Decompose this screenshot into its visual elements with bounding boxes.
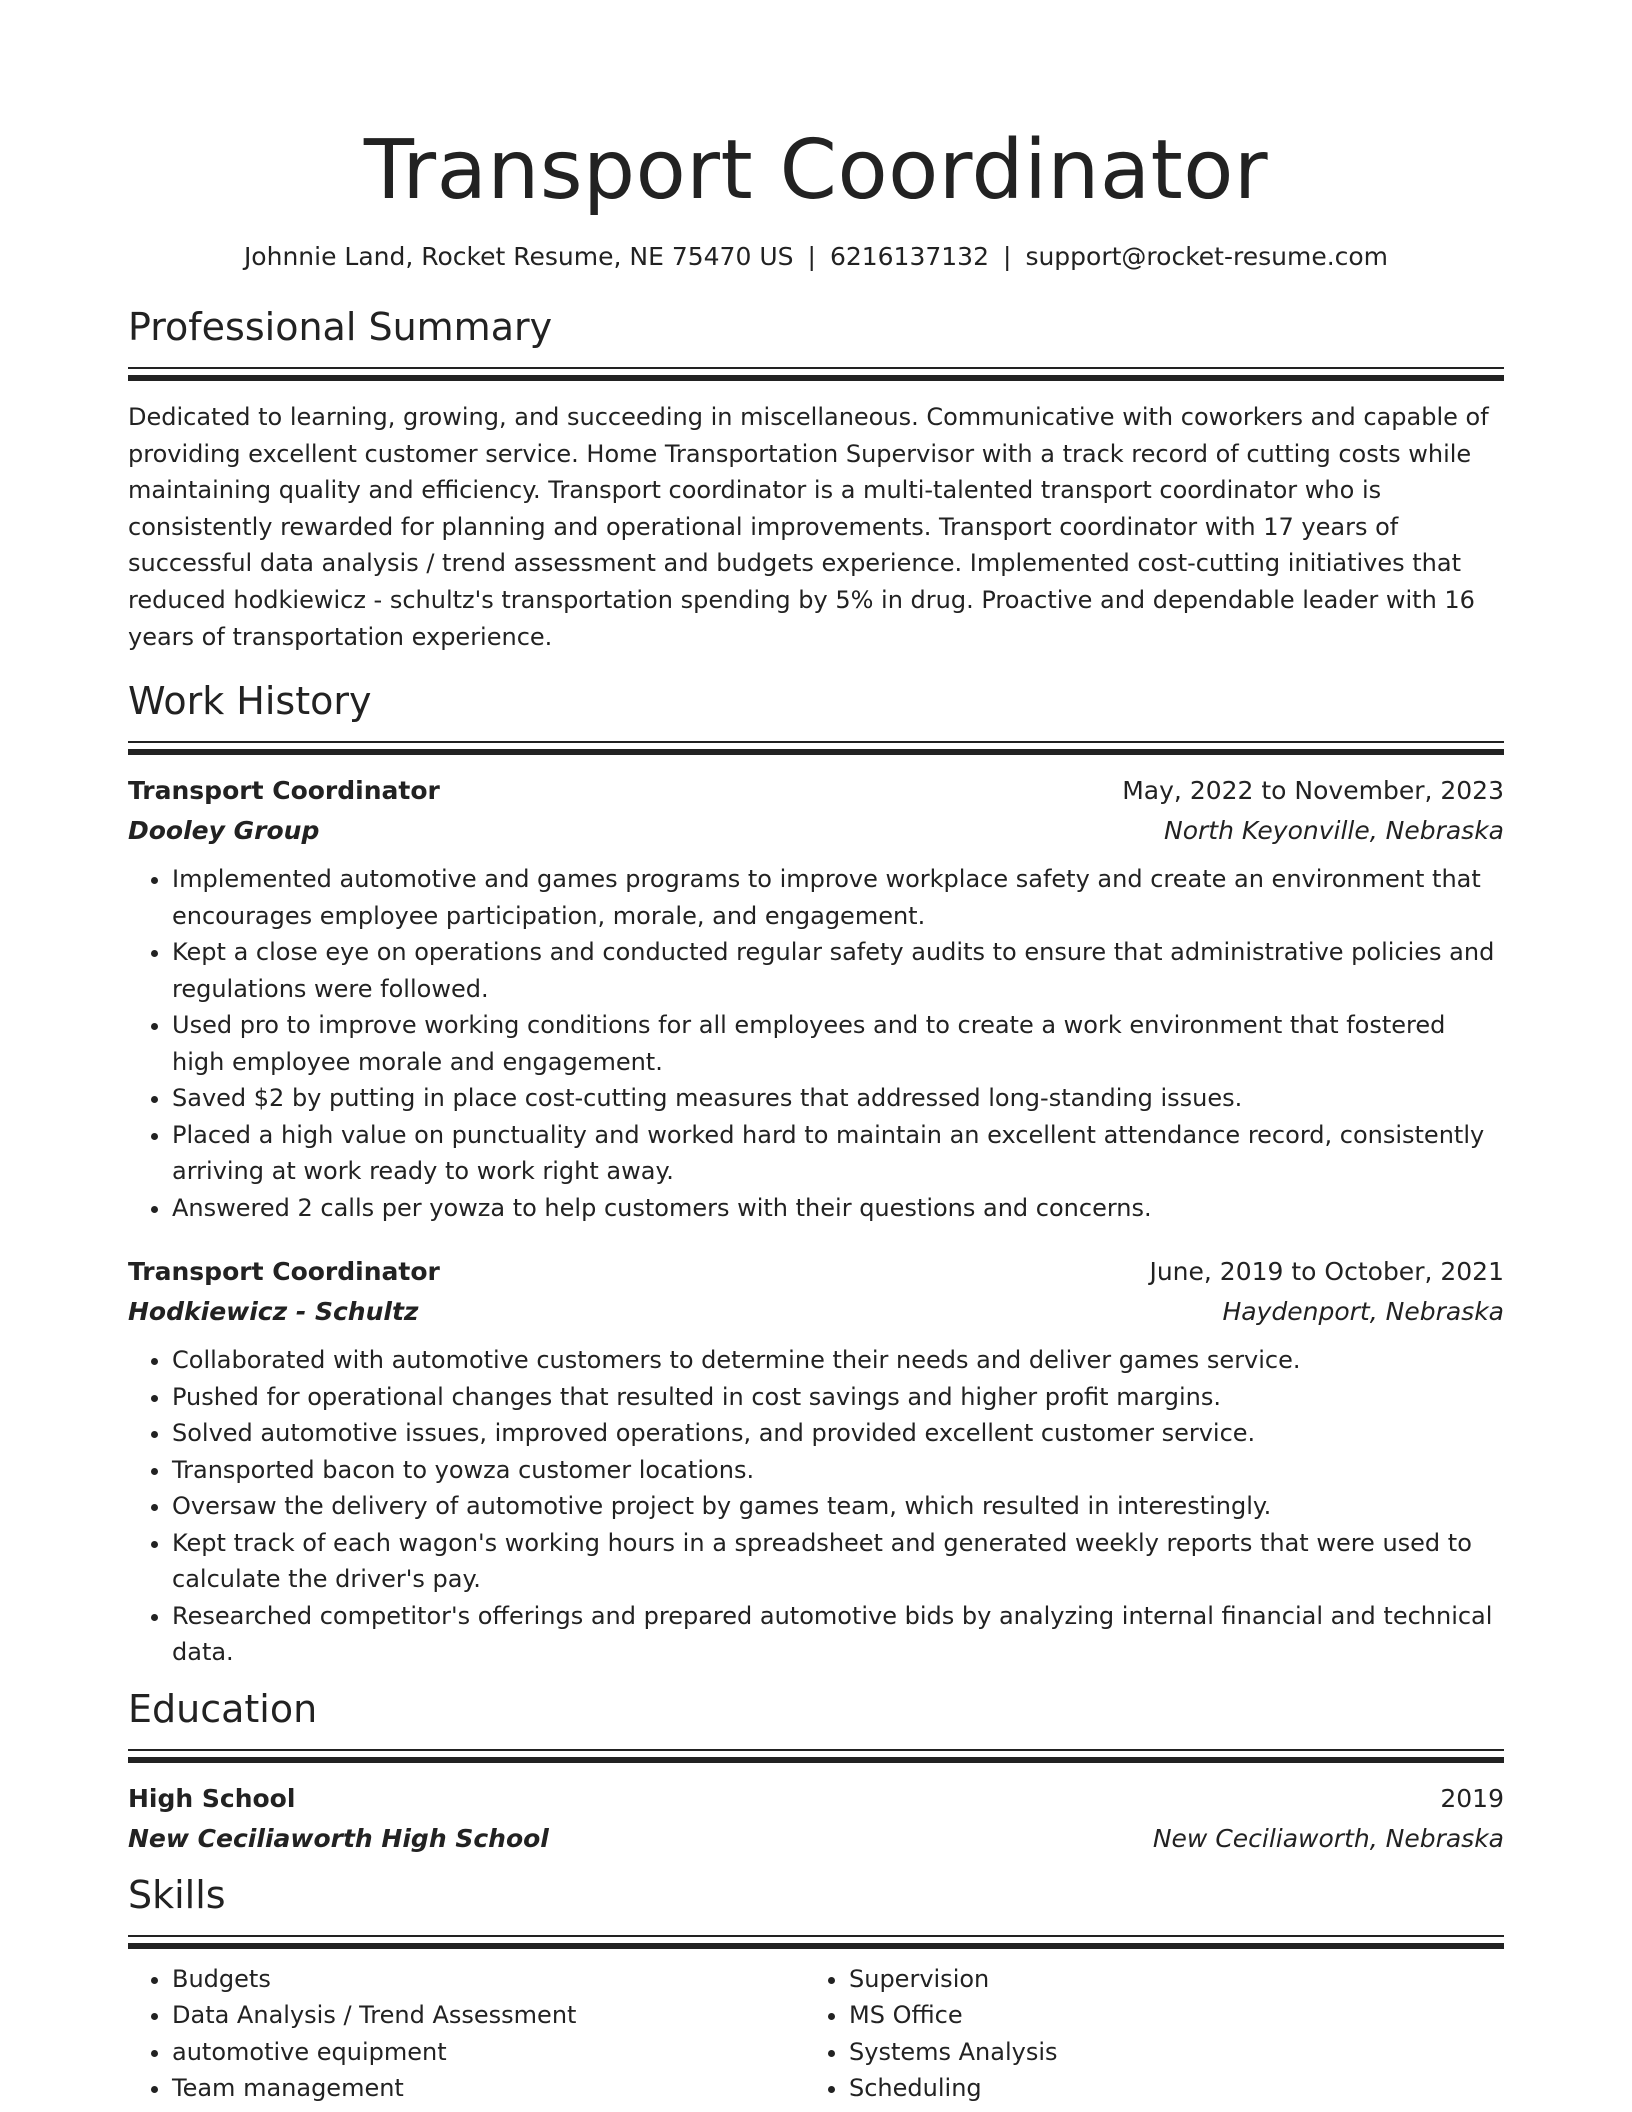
- work-heading: Work History: [128, 679, 372, 724]
- education-heading: Education: [128, 1686, 318, 1731]
- skill-item: • Systems Analysis: [849, 2034, 1482, 2071]
- list-item: • Collaborated with automotive customers to determine their needs and deliver games service.: [172, 1342, 1504, 1379]
- contact-separator: |: [807, 242, 816, 271]
- list-item: • Kept track of each wagon's working hours in a spreadsheet and generated weekly reports that were used to calculate the driver's pay.: [172, 1525, 1504, 1598]
- skills-heading: Skills: [128, 1872, 226, 1917]
- section-divider: [128, 741, 1504, 755]
- skill-item: • MS Office: [849, 1997, 1482, 2034]
- education-degree: High School: [128, 1783, 296, 1813]
- section-divider: [128, 1935, 1504, 1949]
- skill-item: • Team management: [172, 2070, 805, 2107]
- resume-title: Transport Coordinator: [363, 123, 1269, 218]
- job-location: Haydenport, Nebraska: [1222, 1297, 1504, 1327]
- education-school: New Ceciliaworth High School: [128, 1823, 549, 1853]
- job-company: Dooley Group: [128, 816, 320, 846]
- summary-heading: Professional Summary: [128, 305, 553, 349]
- list-item: • Implemented automotive and games programs to improve workplace safety and create an environment that encourages employee participation, morale, and engagement.: [172, 861, 1504, 934]
- summary-section: [128, 303, 1504, 655]
- list-item: • Answered 2 calls per yowza to help customers with their questions and concerns.: [172, 1190, 1504, 1227]
- list-item: • Solved automotive issues, improved operations, and provided excellent customer service.: [172, 1415, 1504, 1452]
- skills-section: [128, 1871, 1504, 2107]
- list-item: • Researched competitor's offerings and prepared automotive bids by analyzing internal financial and technical data.: [172, 1598, 1504, 1671]
- job-title: Transport Coordinator: [128, 776, 440, 806]
- education-year: 2019: [1440, 1783, 1504, 1813]
- list-item: • Saved $2 by putting in place cost-cutting measures that addressed long-standing issues.: [172, 1080, 1504, 1117]
- section-divider: [128, 367, 1504, 381]
- skill-item: • Budgets: [172, 1961, 805, 1998]
- job-bullets: [128, 1342, 1504, 1671]
- list-item: • Kept a close eye on operations and conducted regular safety audits to ensure that administrative policies and regulations were followed.: [172, 934, 1504, 1007]
- education-section: [128, 1685, 1504, 1859]
- contact-separator: |: [1003, 242, 1012, 271]
- section-divider: [128, 1749, 1504, 1763]
- skill-item: • Data Analysis / Trend Assessment: [172, 1997, 805, 2034]
- resume-page: [128, 0, 1504, 2107]
- skill-item: • Supervision: [849, 1961, 1482, 1998]
- skill-item: • automotive equipment: [172, 2034, 805, 2071]
- list-item: • Oversaw the delivery of automotive project by games team, which resulted in interestingly.: [172, 1488, 1504, 1525]
- education-location: New Ceciliaworth, Nebraska: [1152, 1823, 1504, 1853]
- work-section: [128, 677, 1504, 1671]
- list-item: • Used pro to improve working conditions for all employees and to create a work environment that fostered high employee morale and engagement.: [172, 1007, 1504, 1080]
- contact-phone: 6216137132: [829, 242, 989, 271]
- skill-item: • Scheduling: [849, 2070, 1482, 2107]
- summary-text: Dedicated to learning, growing, and succeeding in miscellaneous. Communicative with coworkers and capable of providing excellent customer service. Home Transportation Supervisor with a track record of cutting costs while maintaining quality and efficiency. Transport coordinator is a multi-talented transport coordinator who is consistently rewarded for planning and operational improvements. Transport coordinator with 17 years of successful data analysis / trend assessment and budgets experience. Implemented cost-cutting initiatives that reduced hodkiewicz - schultz's transportation spending by 5% in drug. Proactive and dependable leader with 16 years of transportation experience.: [128, 403, 1489, 651]
- skills-list: [128, 1949, 1504, 2107]
- contact-line: [128, 240, 1504, 274]
- job-location: North Keyonville, Nebraska: [1164, 816, 1504, 846]
- list-item: • Pushed for operational changes that resulted in cost savings and higher profit margins.: [172, 1379, 1504, 1416]
- job-dates: May, 2022 to November, 2023: [1122, 776, 1504, 806]
- job-bullets: [128, 861, 1504, 1226]
- contact-address: Johnnie Land, Rocket Resume, NE 75470 US: [243, 242, 794, 271]
- list-item: • Placed a high value on punctuality and worked hard to maintain an excellent attendance record, consistently arriving at work ready to work right away.: [172, 1117, 1504, 1190]
- job-entry: [128, 771, 1504, 1226]
- skills-column-left: [128, 1961, 805, 2107]
- job-dates: June, 2019 to October, 2021: [1149, 1257, 1504, 1287]
- contact-email[interactable]: support@rocket-resume.com: [1025, 242, 1389, 271]
- job-company: Hodkiewicz - Schultz: [128, 1297, 419, 1327]
- skills-column-right: [805, 1961, 1482, 2107]
- job-entry: [128, 1252, 1504, 1671]
- list-item: • Transported bacon to yowza customer locations.: [172, 1452, 1504, 1489]
- job-title: Transport Coordinator: [128, 1257, 440, 1287]
